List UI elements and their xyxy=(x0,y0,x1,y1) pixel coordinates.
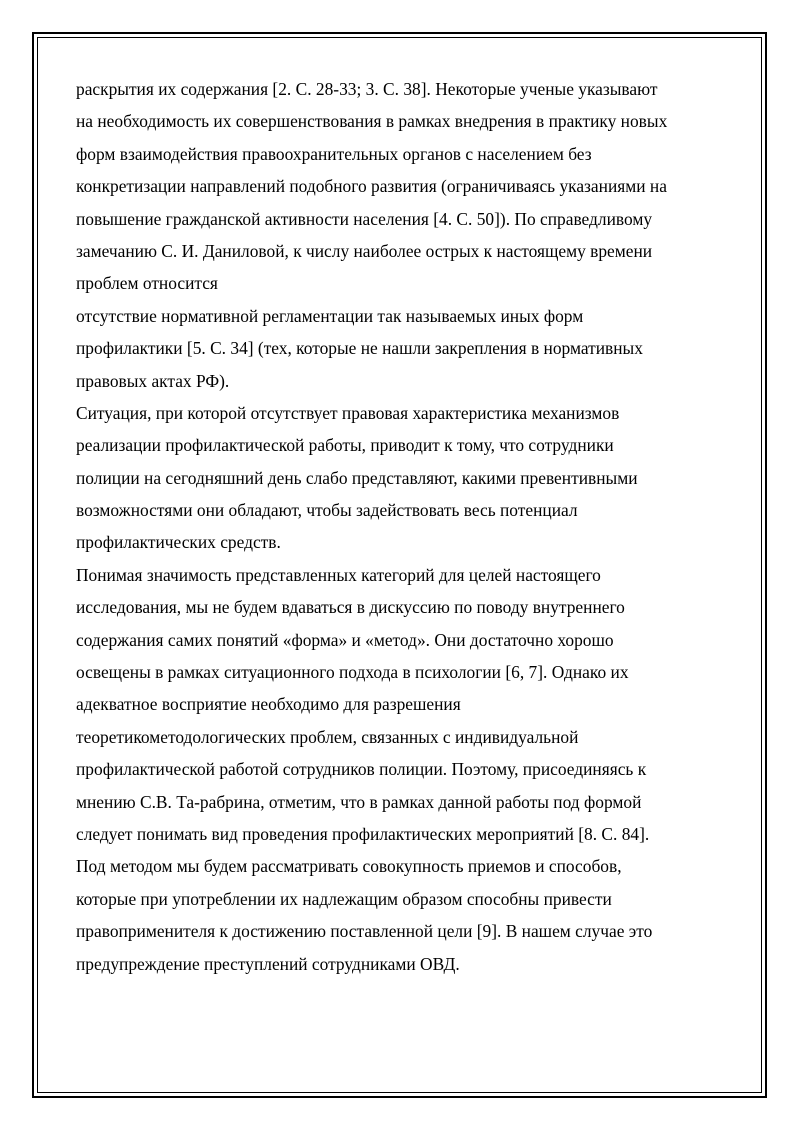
text-line: Понимая значимость представленных категорий для целей настоящего xyxy=(76,564,601,585)
text-line: профилактических средств. xyxy=(76,532,281,553)
text-line: раскрытия их содержания [2. С. 28-33; 3. С. 38]. Некоторые ученые указывают xyxy=(76,79,658,99)
text-line: мнению С.В. Та-рабрина, отметим, что в рамках данной работы под формой xyxy=(76,791,642,812)
text-line: предупреждение преступлений сотрудниками ОВД. xyxy=(76,953,460,974)
text-line: правовых актах РФ). xyxy=(76,370,230,391)
document-text xyxy=(76,73,736,980)
text-line: реализации профилактической работы, приводит к тому, что сотрудники xyxy=(76,435,614,456)
text-line: исследования, мы не будем вдаваться в дискуссию по поводу внутреннего xyxy=(76,597,625,618)
text-line: отсутствие нормативной регламентации так называемых иных форм xyxy=(76,305,584,326)
text-line: повышение гражданской активности населения [4. С. 50]). По справедливому xyxy=(76,208,653,229)
text-line: замечанию С. И. Даниловой, к числу наиболее острых к настоящему времени xyxy=(76,240,653,261)
text-line: содержания самих понятий «форма» и «метод». Они достаточно хорошо xyxy=(76,629,614,650)
text-line: теоретикометодологических проблем, связанных с индивидуальной xyxy=(76,726,579,747)
text-line: которые при употреблении их надлежащим образом способны привести xyxy=(76,888,612,909)
text-line: проблем относится xyxy=(76,273,218,294)
text-line: полиции на сегодняшний день слабо представляют, какими превентивными xyxy=(76,467,638,488)
text-line: конкретизации направлений подобного развития (ограничиваясь указаниями на xyxy=(76,176,667,197)
text-line: освещены в рамках ситуационного подхода в психологии [6, 7]. Однако их xyxy=(76,662,629,683)
text-line: форм взаимодействия правоохранительных органов с населением без xyxy=(76,143,592,164)
text-line: правоприменителя к достижению поставленной цели [9]. В нашем случае это xyxy=(76,921,653,942)
text-line: профилактической работой сотрудников полиции. Поэтому, присоединяясь к xyxy=(76,759,647,780)
text-line: Ситуация, при которой отсутствует правовая характеристика механизмов xyxy=(76,402,620,423)
text-line: адекватное восприятие необходимо для разрешения xyxy=(76,694,461,715)
text-line: следует понимать вид проведения профилактических мероприятий [8. С. 84]. xyxy=(76,823,650,844)
text-line: Под методом мы будем рассматривать совокупность приемов и способов, xyxy=(76,856,622,877)
text-line: профилактики [5. С. 34] (тех, которые не нашли закрепления в нормативных xyxy=(76,338,643,359)
text-line: на необходимость их совершенствования в рамках внедрения в практику новых xyxy=(76,111,668,132)
text-line: возможностями они обладают, чтобы задействовать весь потенциал xyxy=(76,500,578,521)
